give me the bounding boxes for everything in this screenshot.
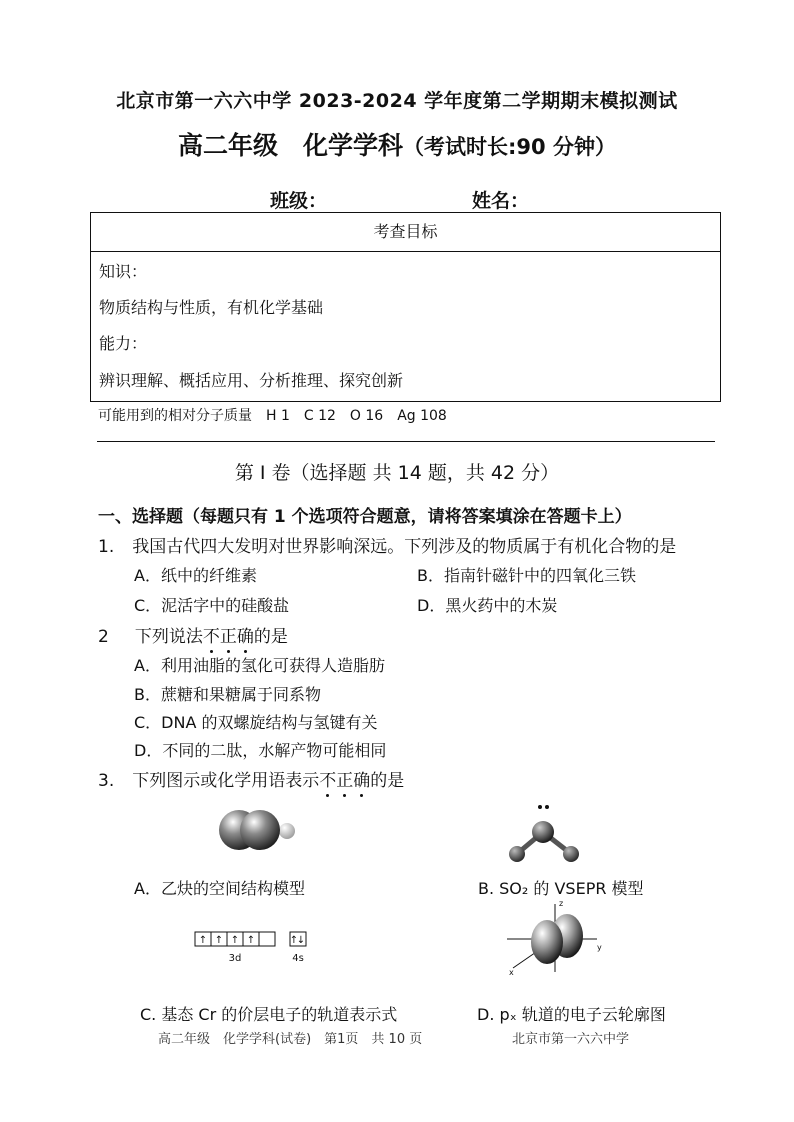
objectives-box — [90, 212, 721, 402]
question-1 — [98, 532, 676, 557]
acetylene-model-figure — [212, 800, 302, 860]
question-number: 3. — [98, 771, 115, 791]
spin-up-arrow: ↑ — [246, 935, 256, 946]
spin-up-arrow: ↑ — [289, 935, 299, 946]
q2-option-c: C．DNA 的双螺旋结构与氢键有关 — [134, 713, 378, 732]
objectives-heading: 考查目标 — [91, 213, 720, 252]
class-label: 班级： — [270, 190, 328, 212]
q1-option-d: D．黑火药中的木炭 — [417, 596, 558, 615]
lone-pair-dot — [545, 805, 549, 809]
so2-vsepr-figure — [500, 798, 590, 868]
orbital-label-3d: 3d — [228, 953, 242, 964]
q1-option-c: C．泥活字中的硅酸盐 — [134, 596, 290, 615]
footer-right: 北京市第一六六中学 — [512, 1032, 630, 1047]
emphasis-char: 正 — [219, 627, 237, 647]
axis-label-x: x — [509, 968, 514, 977]
q3-option-d: D. pₓ 轨道的电子云轮廓图 — [477, 1005, 666, 1024]
spin-up-arrow: ↑ — [198, 935, 208, 946]
oxygen-atom — [563, 846, 579, 862]
name-blank — [529, 194, 649, 213]
question-stem-pre: 下列图示或化学用语表示 — [132, 771, 320, 791]
grade-subject: 高二年级 化学学科 — [178, 131, 404, 160]
section-title: 一、选择题（每题只有 1 个选项符合题意，请将答案填涂在答题卡上） — [98, 507, 632, 527]
orbital-label-4s: 4s — [292, 953, 304, 964]
name-field — [472, 186, 649, 213]
orbital-lobe — [531, 920, 563, 964]
q2-option-b: B．蔗糖和果糖属于同系物 — [134, 685, 321, 704]
class-blank — [327, 194, 445, 213]
name-label: 姓名： — [472, 190, 530, 212]
spin-down-arrow: ↓ — [296, 935, 306, 946]
spin-up-arrow: ↑ — [230, 935, 240, 946]
footer-left: 高二年级 化学学科(试卷) 第1页 共 10 页 — [158, 1032, 423, 1047]
knowledge-label: 知识： — [99, 262, 148, 281]
emphasis-char: 不 — [319, 771, 337, 791]
divider — [97, 441, 715, 442]
question-stem: 我国古代四大发明对世界影响深远。下列涉及的物质属于有机化合物的是 — [132, 537, 677, 557]
class-field — [270, 186, 445, 213]
q1-option-b: B．指南针磁针中的四氧化三铁 — [417, 566, 636, 585]
axis-label-z: z — [559, 899, 564, 908]
question-stem-pre: 下列说法 — [134, 627, 203, 647]
px-orbital-figure — [505, 898, 605, 978]
q2-option-a: A．利用油脂的氢化可获得人造脂肪 — [134, 656, 385, 675]
exam-subtitle — [0, 126, 794, 162]
sulfur-atom — [532, 821, 554, 843]
relative-masses: 可能用到的相对分子质量 H 1 C 12 O 16 Ag 108 — [98, 408, 447, 424]
question-3 — [98, 766, 404, 791]
emphasis-char: 确 — [353, 771, 371, 791]
question-number: 1. — [98, 537, 115, 557]
spin-up-arrow: ↑ — [214, 935, 224, 946]
oxygen-atom — [509, 846, 525, 862]
cr-orbital-diagram — [194, 928, 324, 968]
part-title: 第 I 卷（选择题 共 14 题，共 42 分） — [234, 462, 560, 484]
hydrogen-atom — [279, 823, 295, 839]
question-stem-post: 的是 — [370, 771, 405, 791]
q3-option-c: C. 基态 Cr 的价层电子的轨道表示式 — [140, 1005, 398, 1024]
question-number: 2 — [98, 627, 109, 647]
carbon-atom — [240, 810, 280, 850]
q3-option-a: A．乙炔的空间结构模型 — [134, 879, 305, 898]
question-stem-post: 的是 — [253, 627, 288, 647]
axis-label-y: y — [597, 943, 602, 952]
lone-pair-dot — [538, 805, 542, 809]
exam-title: 北京市第一六六中学 2023-2024 学年度第二学期期末模拟测试 — [116, 90, 678, 112]
ability-label: 能力： — [99, 334, 148, 353]
q1-option-a: A．纸中的纤维素 — [134, 566, 257, 585]
exam-duration: （考试时长:90 分钟） — [403, 135, 616, 159]
emphasis-char: 不 — [202, 627, 220, 647]
ability-text: 辨识理解、概括应用、分析推理、探究创新 — [99, 371, 404, 390]
emphasis-char: 确 — [236, 627, 254, 647]
emphasis-char: 正 — [336, 771, 354, 791]
q3-option-b: B. SO₂ 的 VSEPR 模型 — [478, 879, 644, 898]
question-2 — [98, 622, 288, 647]
q2-option-d: D．不同的二肽，水解产物可能相同 — [134, 741, 387, 760]
knowledge-text: 物质结构与性质，有机化学基础 — [99, 298, 324, 317]
